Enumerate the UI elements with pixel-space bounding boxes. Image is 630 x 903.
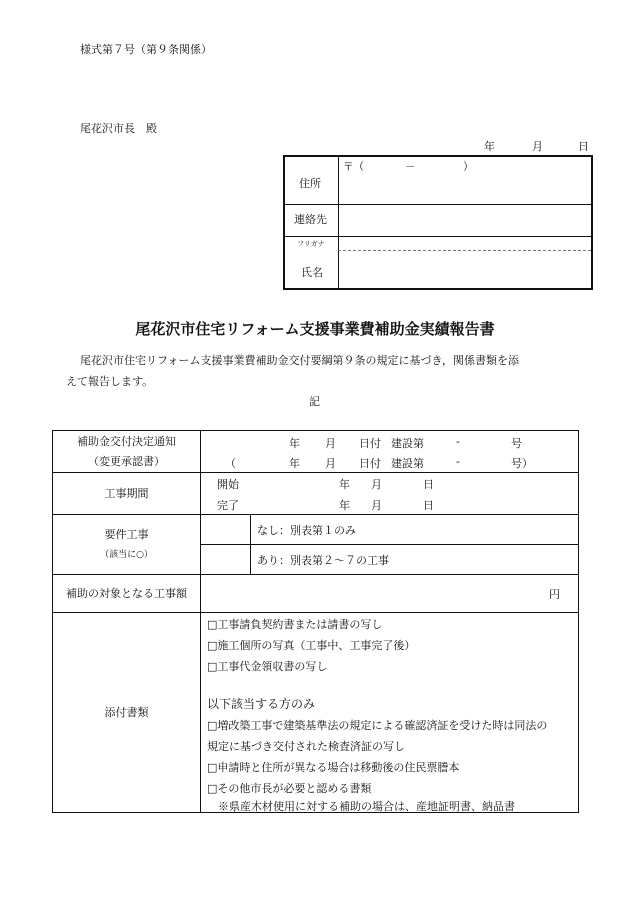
period-label: 工事期間 xyxy=(53,473,201,515)
decision-year: 年 xyxy=(289,437,300,450)
decision-month: 月 xyxy=(325,437,336,450)
requirement-label-cell xyxy=(53,515,201,575)
decision-label: 補助金交付決定通知 xyxy=(77,434,176,448)
decision-row xyxy=(53,431,579,473)
requirement-option-none: なし：別表第１のみ xyxy=(251,515,579,545)
period-start-day: 日 xyxy=(423,478,434,491)
period-row xyxy=(53,473,579,515)
postal-suffix: ） xyxy=(463,161,474,173)
intro-line-1: 尾花沢市住宅リフォーム支援事業費補助金交付要綱第９条の規定に基づき，関係書類を添 xyxy=(80,354,520,367)
form-number: 様式第７号（第９条関係） xyxy=(80,43,212,56)
amount-label: 補助の対象となる工事額 xyxy=(53,575,201,613)
amount-unit: 円 xyxy=(549,587,560,601)
change-dash: - xyxy=(456,455,460,468)
requirement-note: （該当に○） xyxy=(100,549,153,560)
period-start-month: 月 xyxy=(371,478,382,491)
decision-kensetsu: 建設第 xyxy=(391,437,424,450)
period-value-cell[interactable] xyxy=(201,473,579,515)
contact-label: 連絡先 xyxy=(294,213,327,226)
decision-label-sub: （変更承認書） xyxy=(88,454,165,468)
decision-label-cell xyxy=(53,431,201,473)
conditional-item: □申請時と住所が異なる場合は移動後の住民票謄本 xyxy=(207,761,460,774)
address-label: 住所 xyxy=(299,177,321,190)
period-start-label: 開始 xyxy=(217,478,239,491)
conditional-heading: 以下該当する方のみ xyxy=(207,697,316,711)
conditional-item: 規定に基づき交付された検査済証の写し xyxy=(207,740,405,753)
attachments-list-cell xyxy=(201,613,579,813)
name-label: 氏名 xyxy=(301,266,323,279)
date-day: 日 xyxy=(578,140,589,153)
contact-field[interactable] xyxy=(341,206,591,234)
change-month: 月 xyxy=(325,457,336,470)
change-kensetsu: 建設第 xyxy=(391,457,424,470)
name-field[interactable] xyxy=(341,252,591,288)
attachments-row xyxy=(53,613,579,813)
decision-go: 号 xyxy=(511,437,522,450)
conditional-item: □その他市長が必要と認める書類 xyxy=(207,782,372,795)
ki-label: 記 xyxy=(309,395,320,408)
decision-dash: - xyxy=(456,435,460,448)
period-end-label: 完了 xyxy=(217,499,239,512)
requirement-label: 要件工事 xyxy=(104,527,149,541)
amount-row xyxy=(53,575,579,613)
conditional-item: □増改築工事で建築基準法の規定による確認済証を受けた時は同法の xyxy=(207,719,548,732)
attachments-label: 添付書類 xyxy=(53,613,201,813)
decision-value-cell[interactable] xyxy=(201,431,579,473)
attachment-item: □工事請負契約書または請書の写し xyxy=(207,618,383,631)
requirement-check-none[interactable] xyxy=(201,515,251,545)
change-open-paren: （ xyxy=(225,457,236,470)
intro-line-2: えて報告します。 xyxy=(66,375,154,388)
change-day: 日付 xyxy=(359,457,381,470)
date-month: 月 xyxy=(532,140,543,153)
postal-dash: － xyxy=(405,161,416,173)
requirement-row-none xyxy=(53,515,579,545)
date-year: 年 xyxy=(484,140,495,153)
attachment-item: □施工個所の写真（工事中、工事完了後） xyxy=(207,639,416,652)
postal-prefix: 〒（ xyxy=(343,161,364,173)
requirement-check-yes[interactable] xyxy=(201,545,251,575)
period-end-year: 年 xyxy=(339,499,350,512)
document-title: 尾花沢市住宅リフォーム支援事業費補助金実績報告書 xyxy=(135,320,495,338)
address-field[interactable] xyxy=(344,164,584,202)
attachment-item: □工事代金領収書の写し xyxy=(207,660,328,673)
change-year: 年 xyxy=(289,457,300,470)
period-end-day: 日 xyxy=(423,499,434,512)
period-start-year: 年 xyxy=(339,478,350,491)
addressee: 尾花沢市長 殿 xyxy=(80,122,157,135)
furigana-label: フリガナ xyxy=(297,240,325,248)
period-end-month: 月 xyxy=(371,499,382,512)
applicant-box xyxy=(283,155,593,290)
report-table xyxy=(52,430,579,813)
change-go: 号） xyxy=(511,457,533,470)
decision-day: 日付 xyxy=(359,437,381,450)
requirement-option-yes: あり：別表第２～７の工事 xyxy=(251,545,579,575)
amount-value-cell[interactable] xyxy=(201,575,579,613)
conditional-item: ※県産木材使用に対する補助の場合は、産地証明書、納品書 xyxy=(207,800,515,813)
